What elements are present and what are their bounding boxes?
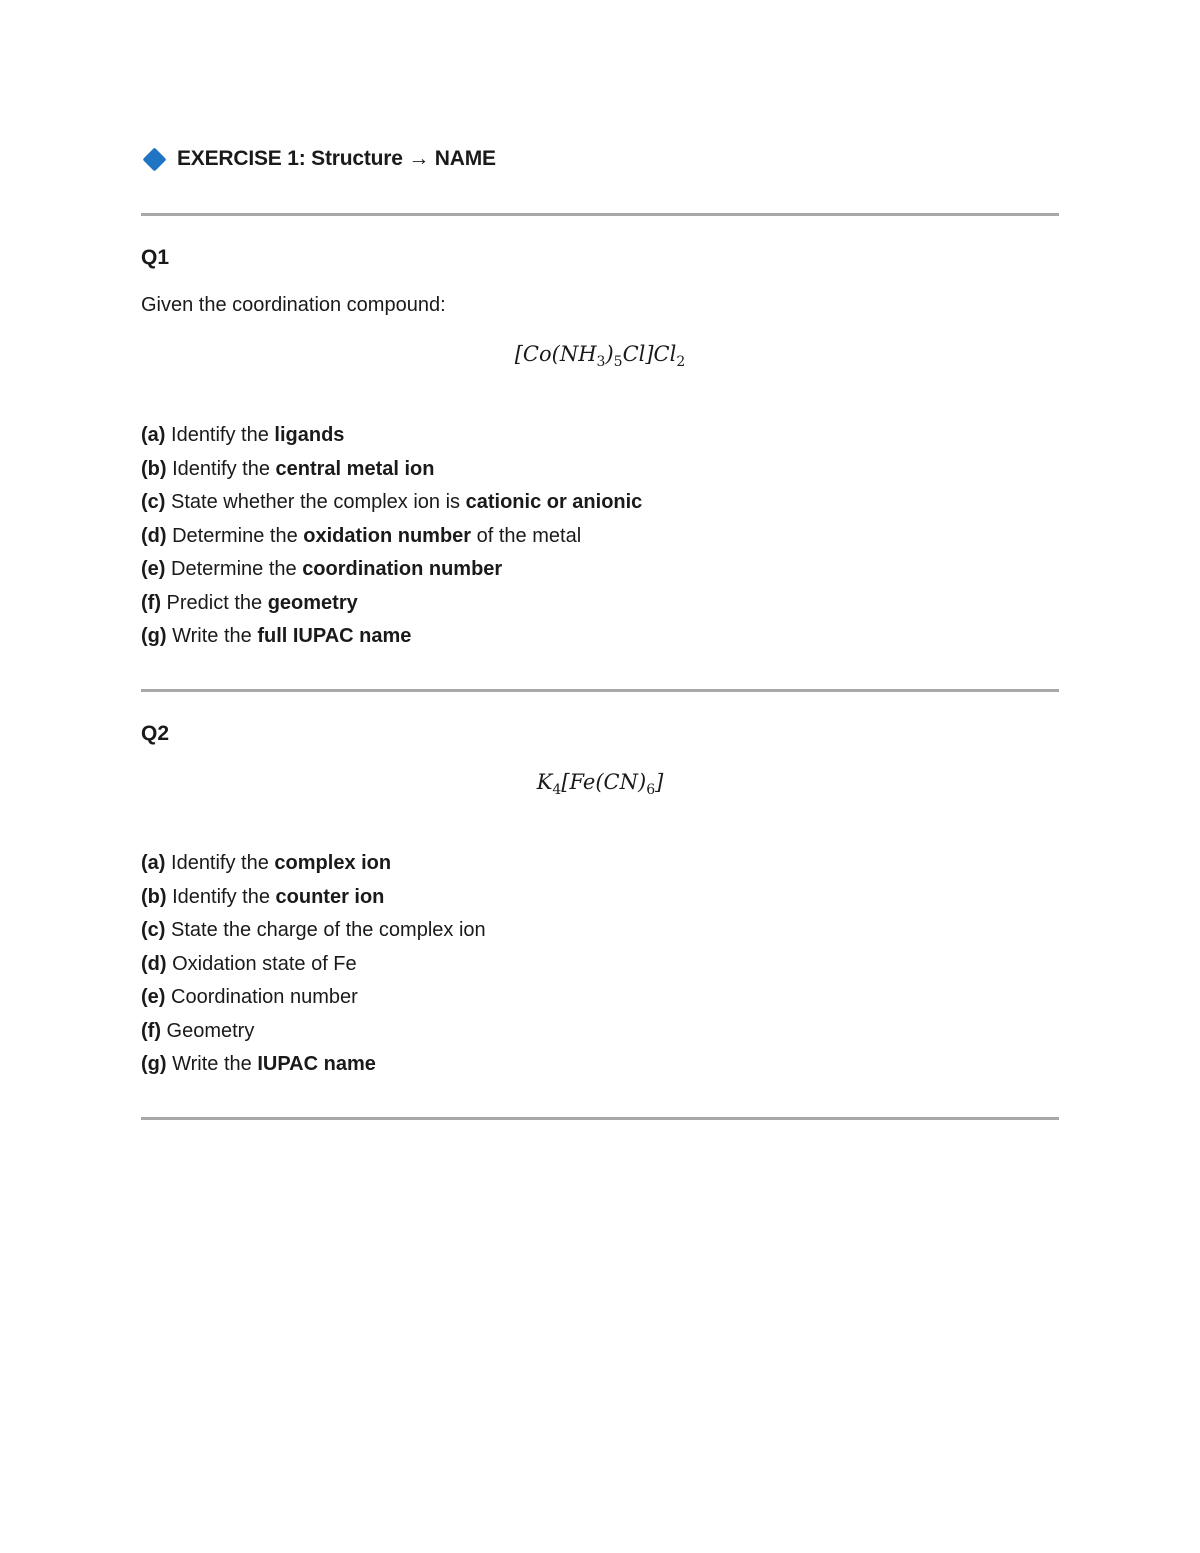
list-item	[141, 847, 486, 881]
q1-item-list	[141, 419, 642, 654]
formula-subscript: 5	[613, 354, 623, 370]
item-text: Determine the	[165, 558, 303, 580]
list-item	[141, 948, 486, 982]
item-letter: (e)	[141, 558, 166, 580]
item-text: of the metal	[471, 524, 582, 547]
item-emphasis: full IUPAC name	[257, 625, 412, 647]
item-letter: (g)	[141, 1053, 167, 1075]
question-label-q2: Q2	[141, 722, 170, 745]
item-text: Write the	[166, 625, 258, 647]
item-emphasis: cationic or anionic	[465, 491, 643, 513]
item-text: Predict the	[160, 591, 268, 614]
list-item	[141, 1015, 486, 1049]
list-item	[141, 520, 642, 554]
list-item	[141, 453, 642, 487]
formula-part: )	[605, 342, 614, 366]
formula-subscript: 2	[676, 354, 686, 370]
item-letter: (e)	[141, 986, 166, 1008]
q2-item-list	[141, 847, 486, 1082]
diamond-icon	[142, 147, 166, 171]
divider	[141, 1117, 1059, 1120]
item-text: Write the	[166, 1053, 258, 1075]
item-emphasis: oxidation number	[303, 524, 472, 547]
list-item	[141, 1048, 486, 1082]
item-letter: (c)	[141, 491, 166, 513]
q2-formula	[0, 770, 1200, 798]
exercise-title: EXERCISE 1: Structure → NAME	[177, 147, 496, 170]
item-emphasis: central metal ion	[275, 457, 435, 480]
list-item	[141, 587, 642, 621]
list-item	[141, 981, 486, 1015]
item-text: Coordination number	[165, 986, 358, 1008]
q1-formula	[0, 342, 1200, 370]
formula-subscript: 4	[552, 782, 562, 798]
item-emphasis: IUPAC name	[257, 1053, 376, 1075]
item-letter: (a)	[141, 424, 166, 446]
item-text: Identify the	[166, 457, 276, 480]
formula-part: [Fe(CN)	[561, 770, 647, 794]
item-letter: (b)	[141, 457, 167, 480]
item-letter: (a)	[141, 852, 166, 874]
formula-subscript: 6	[646, 782, 656, 798]
item-text: Identify the	[165, 852, 275, 874]
item-text: Determine the	[166, 524, 304, 547]
item-letter: (f)	[141, 1019, 161, 1042]
item-emphasis: coordination number	[302, 558, 503, 580]
item-letter: (b)	[141, 885, 167, 908]
formula-subscript: 3	[596, 354, 606, 370]
item-text: State whether the complex ion is	[165, 491, 466, 513]
item-letter: (d)	[141, 952, 167, 975]
item-letter: (c)	[141, 919, 166, 941]
formula-part: [Co(NH	[514, 342, 597, 366]
divider	[141, 689, 1059, 692]
item-text: State the charge of the complex ion	[165, 919, 486, 941]
item-emphasis: geometry	[267, 591, 358, 614]
list-item	[141, 419, 642, 453]
item-letter: (f)	[141, 591, 161, 614]
exercise-heading	[143, 144, 496, 174]
list-item	[141, 486, 642, 520]
list-item	[141, 620, 642, 654]
formula-part: Cl]Cl	[622, 342, 677, 366]
item-emphasis: ligands	[274, 424, 345, 446]
item-text: Identify the	[165, 424, 275, 446]
formula-part: ]	[655, 770, 664, 794]
item-emphasis: counter ion	[275, 885, 385, 908]
divider	[141, 213, 1059, 216]
list-item	[141, 553, 642, 587]
item-emphasis: complex ion	[274, 852, 392, 874]
item-text: Oxidation state of Fe	[166, 952, 357, 975]
list-item	[141, 881, 486, 915]
item-letter: (g)	[141, 625, 167, 647]
item-text: Identify the	[166, 885, 276, 908]
item-text: Geometry	[160, 1019, 255, 1042]
item-letter: (d)	[141, 524, 167, 547]
q1-intro: Given the coordination compound:	[141, 294, 446, 316]
formula-part: K	[536, 770, 553, 794]
list-item	[141, 914, 486, 948]
question-label-q1: Q1	[141, 246, 170, 269]
